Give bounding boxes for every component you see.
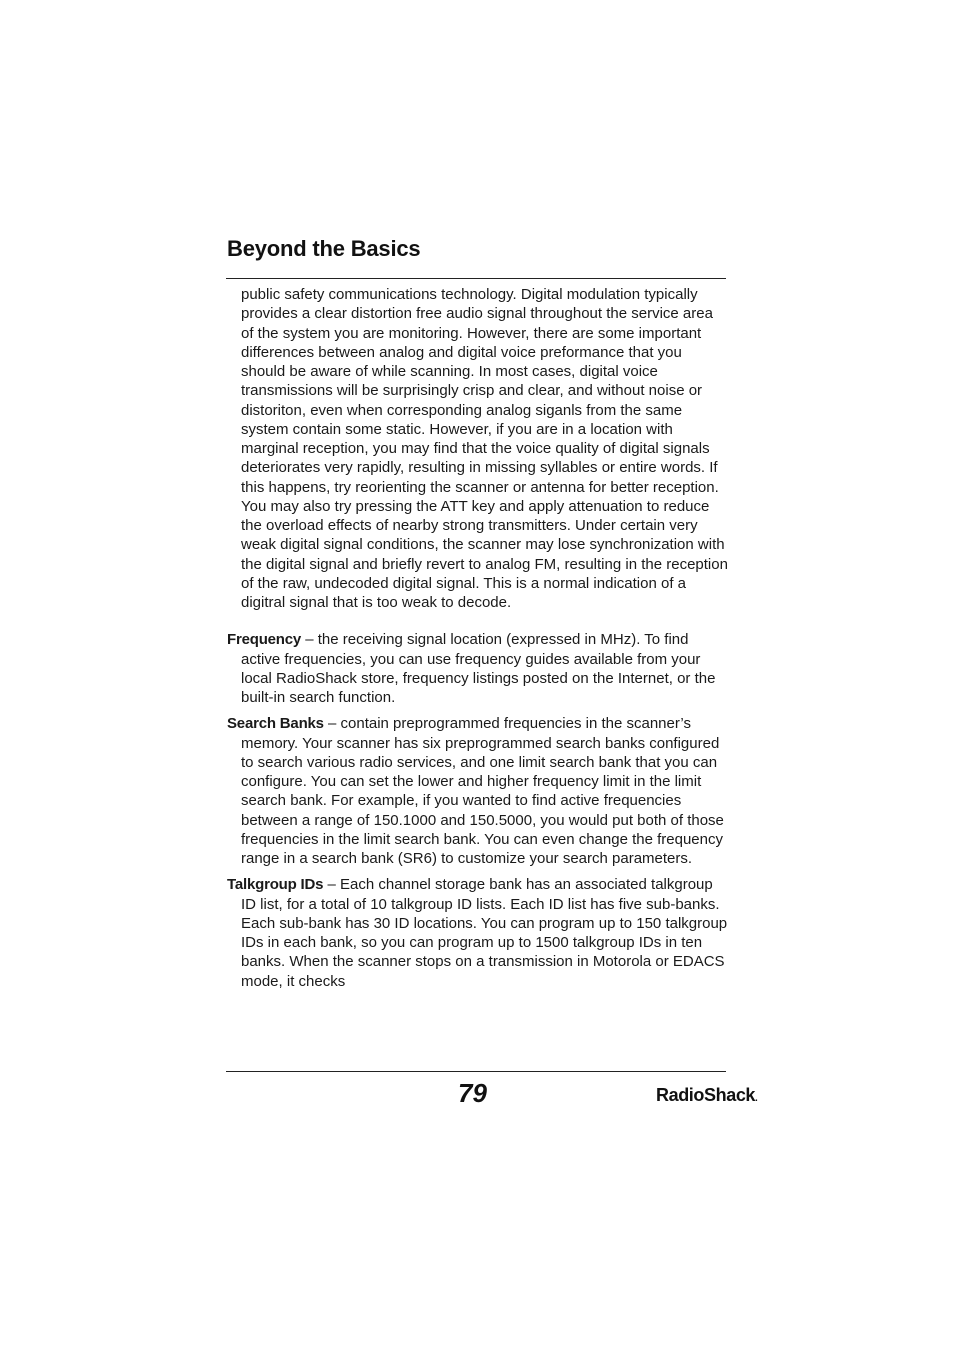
definition-search-banks-text: – contain preprogrammed frequencies in the scanner’s memory. Your scanner has six preprogrammed search banks configured to search various radio services, and one limit search bank that you can configure. You can set the lower and higher frequency limit in the limit search bank. For example, if you wanted to find active frequencies between a range of 150.1000 and 150.5000, you would put both of those frequencies in the limit search bank. You can even change the frequency range in a search bank (SR6) to customize your search parameters. xyxy=(241,715,724,867)
brand-dot: . xyxy=(755,1093,758,1104)
page-number: 79 xyxy=(458,1078,487,1108)
term-search-banks: Search Banks xyxy=(227,715,324,733)
definition-frequency xyxy=(227,630,729,707)
top-divider xyxy=(226,278,726,279)
term-talkgroup-ids: Talkgroup IDs xyxy=(227,876,324,894)
body-text xyxy=(227,285,729,998)
bottom-divider xyxy=(226,1071,726,1072)
radioshack-logo xyxy=(656,1085,757,1106)
brand-name: RadioShack xyxy=(656,1085,756,1105)
intro-paragraph: public safety communications technology. Digital modulation typically provides a clear distortion free audio signal throughout the service area of the system you are monitoring. However, there are some important differences between analog and digital voice preformance that you should be aware of while scanning. In most cases, digital voice transmissions will be surprisingly crisp and clear, and without noise or distoriton, even when corresponding analog siganls from the same system contain some static. However, if you are in a location with marginal reception, you may find that the voice quality of digital signals deteriorates very rapidly, resulting in missing syllables or entire words. If this happens, try reorienting the scanner or antenna for better reception. You may also try pressing the ATT key and apply attenuation to reduce the overload effects of nearby strong transmitters. Under certain very weak digital signal conditions, the scanner may lose synchronization with the digital signal and briefly revert to analog FM, resulting in the reception of the raw, undecoded digital signal. This is a normal indication of a digitral signal that is too weak to decode. xyxy=(241,286,728,611)
definition-search-banks xyxy=(227,714,729,868)
definition-frequency-text: – the receiving signal location (expressed in MHz). To find active frequencies, you can use frequency guides available from your local RadioShack store, frequency listings posted on the Internet, or the built-in search function. xyxy=(241,631,716,706)
definition-talkgroup-ids-text: – Each channel storage bank has an associated talkgroup ID list, for a total of 10 talkgroup ID lists. Each ID list has five sub-banks. Each sub-bank has 30 ID locations. You can program up to 150 talkgroup IDs in each bank, so you can program up to 1500 talkgroup IDs in ten banks. When the scanner stops on a transmission in Motorola or EDACS mode, it checks xyxy=(241,876,728,990)
term-frequency: Frequency xyxy=(227,631,302,649)
definition-talkgroup-ids xyxy=(227,875,729,991)
page-title: Beyond the Basics xyxy=(227,236,421,261)
